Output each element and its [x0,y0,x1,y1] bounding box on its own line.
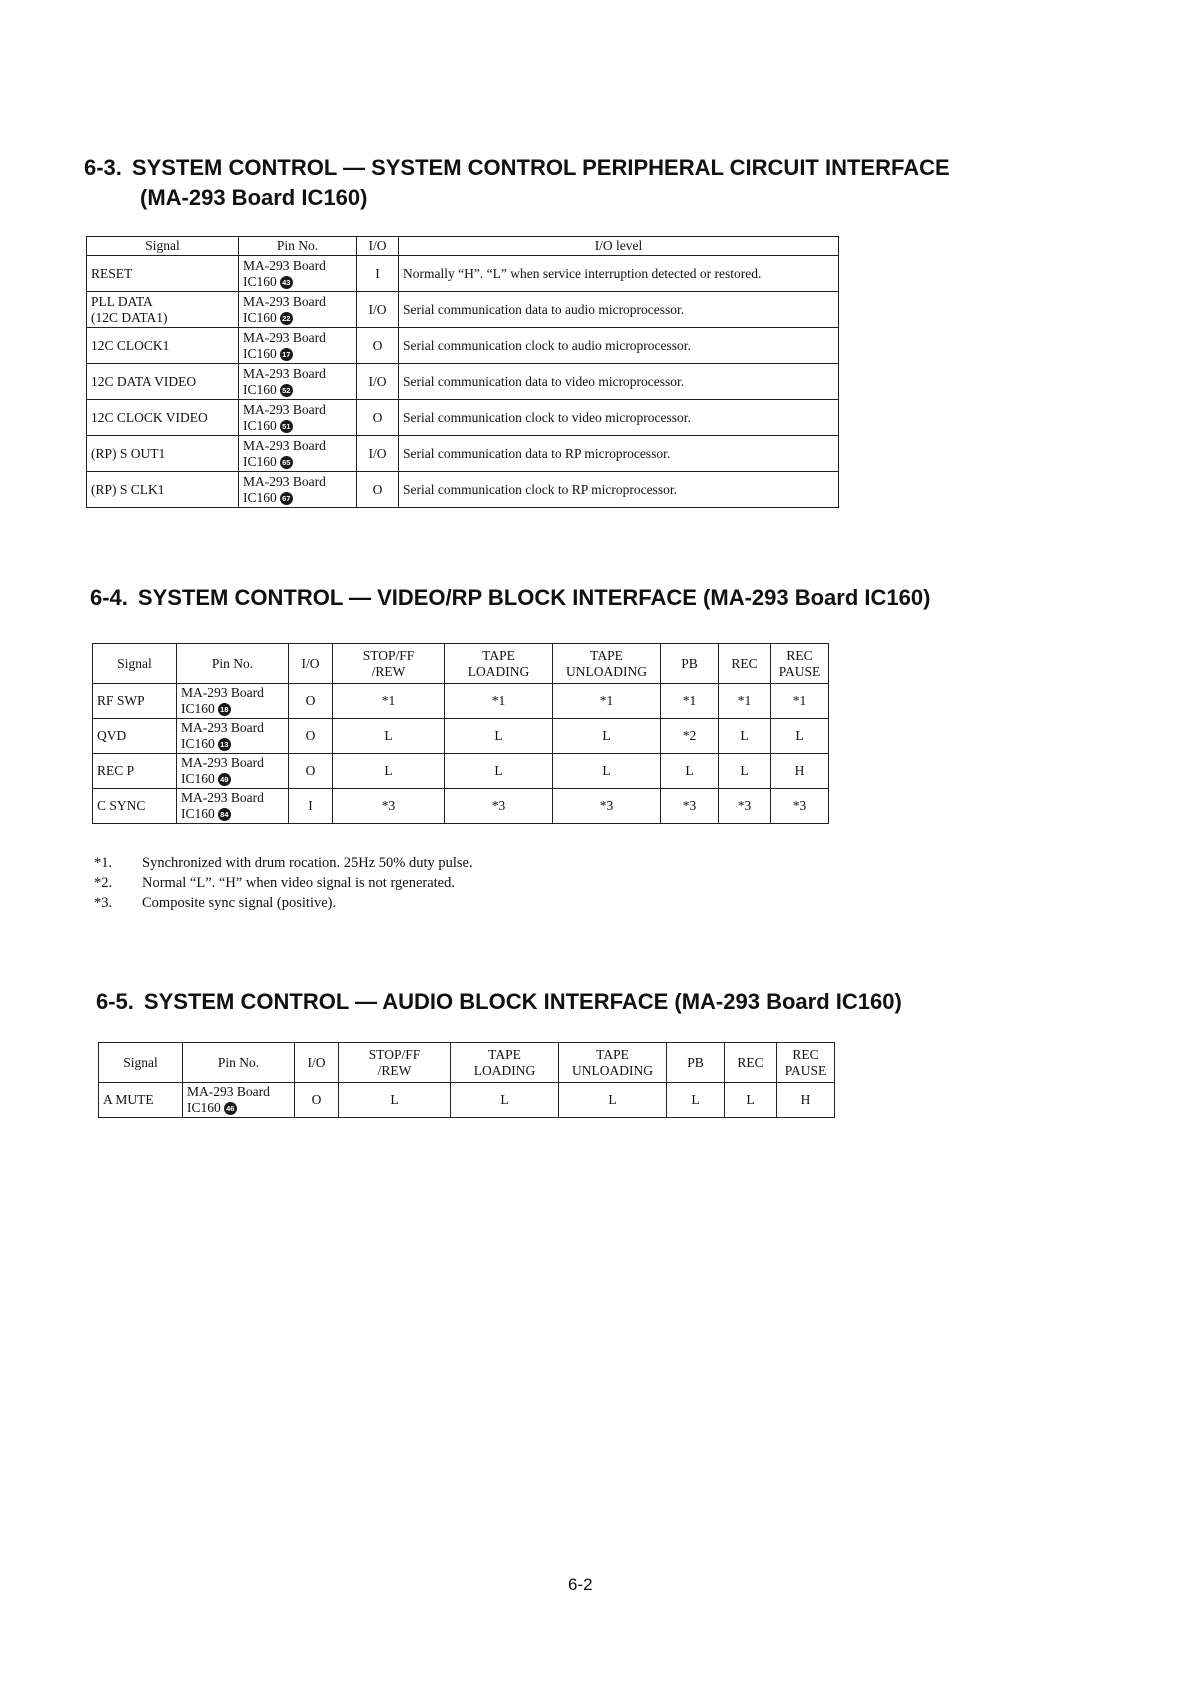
page-number: 6-2 [568,1575,593,1594]
pin-board-label: MA-293 Board [243,473,326,489]
pin-number-badge: 22 [280,312,293,325]
io-level-cell: Serial communication data to video microprocessor. [399,364,839,400]
pin-board-label: MA-293 Board [243,365,326,381]
pin-cell [183,1083,295,1118]
pin-ic-line [243,454,352,470]
pin-board-label: MA-293 Board [181,720,264,735]
signal-cell: REC P [93,754,177,789]
table-row [87,328,839,364]
signal-cell: C SYNC [93,789,177,824]
table-row [93,684,829,719]
signal-cell: PLL DATA (12C DATA1) [87,292,239,328]
pb-cell: *1 [661,684,719,719]
pin-ic-label: IC160 [243,489,277,505]
io-level-cell: Serial communication data to RP microprocessor. [399,436,839,472]
pin-board-label: MA-293 Board [187,1084,270,1099]
pin-number-badge: 84 [218,808,231,821]
pin-number-badge: 49 [218,773,231,786]
pin-ic-label: IC160 [243,417,277,433]
header-pb: PB [667,1043,725,1083]
stop-ff-rew-cell: L [333,754,445,789]
pin-ic-line [243,382,352,398]
pb-cell: L [661,754,719,789]
pin-ic-label: IC160 [243,345,277,361]
tape-unloading-cell: L [553,719,661,754]
signal-cell: RESET [87,256,239,292]
section-title-text: SYSTEM CONTROL — VIDEO/RP BLOCK INTERFACE (MA-293 Board IC160) [137,585,931,610]
pin-number-badge: 46 [224,1102,237,1115]
pb-cell: *2 [661,719,719,754]
audio-interface-table [98,1042,835,1118]
table-header-row [93,644,829,684]
io-cell: I/O [357,364,399,400]
footnote-mark: *1. [94,855,113,871]
table-row [99,1083,835,1118]
pin-board-label: MA-293 Board [181,790,264,805]
pin-cell [239,328,357,364]
io-cell: O [295,1083,339,1118]
signal-cell: 12C DATA VIDEO [87,364,239,400]
pin-ic-label: IC160 [181,701,215,716]
io-cell: I [357,256,399,292]
table-header-row [99,1043,835,1083]
pin-cell [177,754,289,789]
io-cell: O [357,472,399,508]
tape-loading-cell: *1 [445,684,553,719]
io-level-cell: Serial communication clock to RP microprocessor. [399,472,839,508]
section-title-text: SYSTEM CONTROL — AUDIO BLOCK INTERFACE (MA-293 Board IC160) [143,989,902,1014]
pin-board-label: MA-293 Board [243,401,326,417]
header-pin-no: Pin No. [183,1043,295,1083]
rec-cell: *1 [719,684,771,719]
tape-unloading-cell: L [559,1083,667,1118]
header-io: I/O [357,237,399,256]
io-cell: O [357,328,399,364]
signal-cell: A MUTE [99,1083,183,1118]
footnote-item [94,873,473,893]
stop-ff-rew-cell: L [333,719,445,754]
section-6-3-title [84,153,950,213]
pin-ic-line [187,1100,290,1116]
footnote-item [94,853,473,873]
rec-cell: L [719,754,771,789]
pin-number-badge: 17 [280,348,293,361]
header-pin-no: Pin No. [239,237,357,256]
pin-board-label: MA-293 Board [243,437,326,453]
footnote-mark: *2. [94,875,113,891]
io-cell: O [289,684,333,719]
pin-cell [177,789,289,824]
footnote-mark: *3. [94,895,113,911]
stop-ff-rew-cell: *3 [333,789,445,824]
tape-loading-cell: L [451,1083,559,1118]
io-level-cell: Normally “H”. “L” when service interruption detected or restored. [399,256,839,292]
footnotes [94,853,473,913]
signal-cell: 12C CLOCK VIDEO [87,400,239,436]
pin-board-label: MA-293 Board [243,257,326,273]
signal-cell: RF SWP [93,684,177,719]
pin-cell [239,436,357,472]
rec-pause-cell: *1 [771,684,829,719]
pin-ic-line [181,736,284,752]
header-stop-ff-rew: STOP/FF /REW [339,1043,451,1083]
section-number: 6-3. [84,155,122,180]
pin-cell [239,400,357,436]
section-number: 6-5. [96,989,134,1014]
pin-board-label: MA-293 Board [243,293,326,309]
rec-cell: L [719,719,771,754]
pin-number-badge: 52 [280,384,293,397]
pin-ic-label: IC160 [187,1100,221,1115]
header-pb: PB [661,644,719,684]
header-tape-unloading: TAPE UNLOADING [553,644,661,684]
pin-ic-label: IC160 [243,273,277,289]
table-row [93,754,829,789]
header-pin-no: Pin No. [177,644,289,684]
header-io: I/O [289,644,333,684]
pin-ic-line [243,418,352,434]
table-row [87,364,839,400]
section-number: 6-4. [90,585,128,610]
tape-loading-cell: *3 [445,789,553,824]
io-level-cell: Serial communication clock to audio microprocessor. [399,328,839,364]
io-cell: O [289,754,333,789]
peripheral-interface-table [86,236,839,508]
table-row [87,256,839,292]
tape-unloading-cell: L [553,754,661,789]
header-rec-pause: REC PAUSE [777,1043,835,1083]
rec-cell: L [725,1083,777,1118]
tape-unloading-cell: *1 [553,684,661,719]
header-tape-unloading: TAPE UNLOADING [559,1043,667,1083]
pin-ic-line [243,274,352,290]
header-stop-ff-rew: STOP/FF /REW [333,644,445,684]
header-tape-loading: TAPE LOADING [451,1043,559,1083]
pin-number-badge: 51 [280,420,293,433]
pin-cell [239,364,357,400]
section-6-4-title [90,583,930,613]
tape-unloading-cell: *3 [553,789,661,824]
io-level-cell: Serial communication clock to video microprocessor. [399,400,839,436]
stop-ff-rew-cell: *1 [333,684,445,719]
pin-number-badge: 43 [280,276,293,289]
table-row [87,436,839,472]
io-cell: I/O [357,292,399,328]
header-io: I/O [295,1043,339,1083]
signal-cell: (RP) S OUT1 [87,436,239,472]
pin-cell [239,256,357,292]
section-title-line1: SYSTEM CONTROL — SYSTEM CONTROL PERIPHERAL CIRCUIT INTERFACE [131,155,950,180]
pin-ic-label: IC160 [181,806,215,821]
header-tape-loading: TAPE LOADING [445,644,553,684]
signal-cell: (RP) S CLK1 [87,472,239,508]
io-cell: O [289,719,333,754]
pin-ic-line [243,346,352,362]
pb-cell: *3 [661,789,719,824]
io-cell: I/O [357,436,399,472]
pin-ic-line [181,701,284,717]
tape-loading-cell: L [445,719,553,754]
table-row [87,472,839,508]
pin-ic-line [181,806,284,822]
footnote-text: Composite sync signal (positive). [142,895,337,911]
header-signal: Signal [93,644,177,684]
tape-loading-cell: L [445,754,553,789]
pin-ic-line [243,310,352,326]
rec-pause-cell: H [771,754,829,789]
pin-cell [177,684,289,719]
pin-ic-line [243,490,352,506]
table-row [93,789,829,824]
stop-ff-rew-cell: L [339,1083,451,1118]
footnote-text: Synchronized with drum rocation. 25Hz 50% duty pulse. [142,855,473,871]
header-signal: Signal [87,237,239,256]
pin-number-badge: 65 [280,456,293,469]
table-row [87,292,839,328]
header-rec-pause: REC PAUSE [771,644,829,684]
pin-cell [239,292,357,328]
pin-ic-label: IC160 [243,381,277,397]
io-level-cell: Serial communication data to audio microprocessor. [399,292,839,328]
header-rec: REC [725,1043,777,1083]
pin-board-label: MA-293 Board [181,685,264,700]
pin-number-badge: 18 [218,703,231,716]
section-6-5-title [96,987,902,1017]
pin-ic-label: IC160 [243,453,277,469]
pin-ic-label: IC160 [181,771,215,786]
pin-number-badge: 67 [280,492,293,505]
table-row [93,719,829,754]
header-signal: Signal [99,1043,183,1083]
table-header-row [87,237,839,256]
table-row [87,400,839,436]
pb-cell: L [667,1083,725,1118]
rec-pause-cell: L [771,719,829,754]
pin-ic-label: IC160 [243,309,277,325]
pin-ic-line [181,771,284,787]
rec-pause-cell: *3 [771,789,829,824]
signal-cell: 12C CLOCK1 [87,328,239,364]
pin-ic-label: IC160 [181,736,215,751]
section-title-line2: (MA-293 Board IC160) [140,185,368,210]
pin-cell [239,472,357,508]
io-cell: O [357,400,399,436]
footnote-item [94,893,473,913]
header-io-level: I/O level [399,237,839,256]
pin-number-badge: 13 [218,738,231,751]
rec-cell: *3 [719,789,771,824]
pin-cell [177,719,289,754]
header-rec: REC [719,644,771,684]
rec-pause-cell: H [777,1083,835,1118]
pin-board-label: MA-293 Board [181,755,264,770]
pin-board-label: MA-293 Board [243,329,326,345]
io-cell: I [289,789,333,824]
signal-cell: QVD [93,719,177,754]
video-rp-interface-table [92,643,829,824]
footnote-text: Normal “L”. “H” when video signal is not rgenerated. [142,875,455,891]
